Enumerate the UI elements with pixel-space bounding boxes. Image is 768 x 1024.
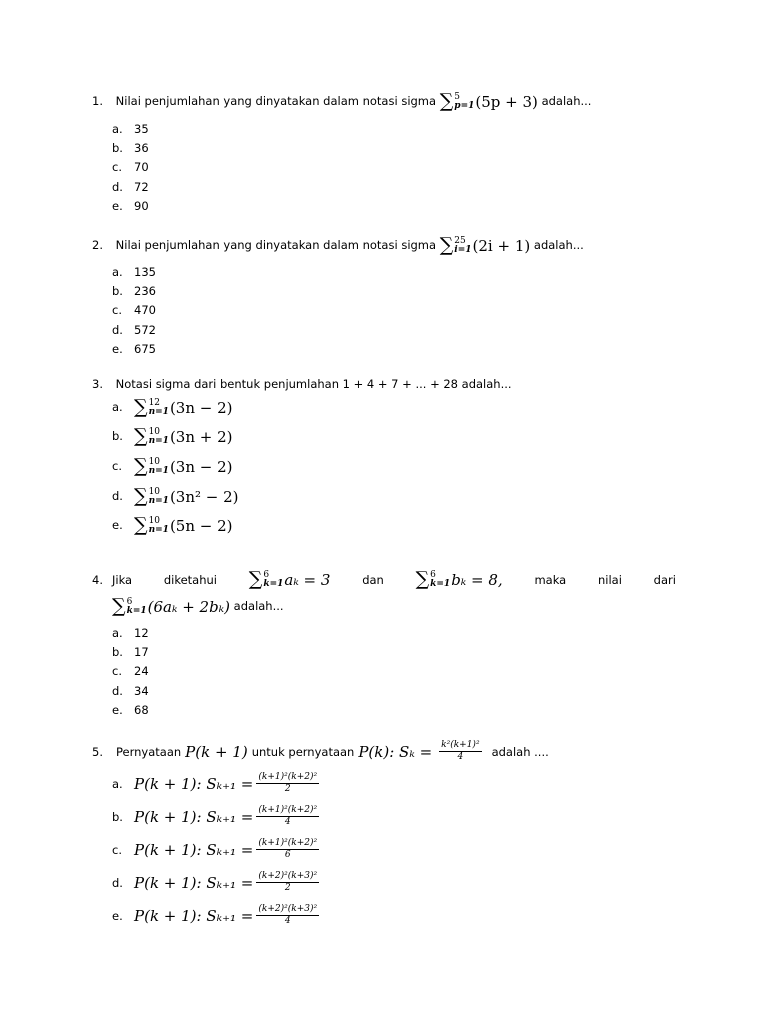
option-2a: a. 135 [112, 265, 156, 279]
question-number: 3. [92, 377, 103, 391]
option-5e: e. P(k + 1): Sₖ₊₁ = $\frac{\text{(k+2)²(k+3)²}}{4}$ [112, 904, 318, 926]
question-number: 4. [92, 572, 103, 587]
option-3e: e. ∑ 10 n=1 (5n − 2) [112, 514, 233, 536]
option-2d: d. 572 [112, 323, 156, 337]
option-5b: b. P(k + 1): Sₖ₊₁ = $\frac{\text{(k+1)²(k+2)²}}{4}$ [112, 805, 318, 827]
option-1b: b. 36 [112, 141, 149, 155]
option-3a: a. ∑ 12 n=1 (3n − 2) [112, 396, 233, 418]
sigma-expression-b: ∑ 6 k=1 bₖ = 8, [415, 568, 503, 590]
question-word-diketahui: diketahui [163, 572, 217, 587]
question-word-jika: Jika [112, 572, 133, 587]
question-3 [92, 377, 512, 391]
question-word-maka: maka [534, 572, 567, 587]
option-3d: d. ∑ 10 n=1 (3n² − 2) [112, 485, 239, 507]
sigma-expression-a: ∑ 6 k=1 aₖ = 3 [248, 568, 331, 590]
question-text: Nilai penjumlahan yang dinyatakan dalam notasi sigma [115, 94, 437, 108]
option-1a: a. 35 [112, 122, 149, 136]
question-4-continued [112, 597, 284, 616]
question-word-nilai: nilai [597, 572, 622, 587]
question-suffix: adalah .... [491, 744, 549, 759]
option-5c: c. P(k + 1): Sₖ₊₁ = $\frac{\text{(k+1)²(k+2)²}}{6}$ [112, 838, 318, 860]
question-number: 1. [92, 94, 103, 108]
math-expression: P(k): Sₖ = [358, 742, 433, 761]
option-5a: a. P(k + 1): Sₖ₊₁ = $\frac{\text{(k+1)²(k+2)²}}{2}$ [112, 772, 318, 794]
option-2c: c. 470 [112, 303, 156, 317]
option-4e: e. 68 [112, 703, 149, 717]
question-4 [92, 570, 676, 589]
question-number: 5. [92, 744, 103, 759]
sigma-expression: ∑ 5 p=1 (5p + 3) [439, 90, 538, 112]
question-suffix: adalah... [233, 599, 284, 613]
question-word-dari: dari [653, 572, 676, 587]
question-word: Pernyataan [116, 744, 182, 759]
sigma-expression: ∑ 25 i=1 (2i + 1) [439, 234, 531, 256]
question-5 [92, 741, 549, 762]
question-text: Nilai penjumlahan yang dinyatakan dalam notasi sigma [115, 238, 437, 252]
question-word: untuk pernyataan [251, 744, 355, 759]
question-word-dan: dan [362, 572, 384, 587]
option-3c: c. ∑ 10 n=1 (3n − 2) [112, 455, 233, 477]
option-1c: c. 70 [112, 160, 149, 174]
question-suffix: adalah... [533, 238, 584, 252]
sigma-body: (5p + 3) [475, 92, 538, 111]
question-2 [92, 236, 584, 255]
question-1 [92, 92, 591, 111]
option-3b: b. ∑ 10 n=1 (3n + 2) [112, 425, 233, 447]
question-suffix: adalah... [541, 94, 592, 108]
option-5d: d. P(k + 1): Sₖ₊₁ = $\frac{\text{(k+2)²(k+3)²}}{2}$ [112, 871, 318, 893]
math-expression: P(k + 1) [185, 742, 248, 761]
sigma-upper: 5 [454, 91, 461, 102]
option-1e: e. 90 [112, 199, 149, 213]
option-4c: c. 24 [112, 664, 149, 678]
fraction: $\frac{\text{k²(k+1)²}}{4}$ [441, 740, 480, 762]
option-2e: e. 675 [112, 342, 156, 356]
option-4a: a. 12 [112, 626, 149, 640]
option-2b: b. 236 [112, 284, 156, 298]
option-4b: b. 17 [112, 645, 149, 659]
sigma-expression-c: ∑ 6 k=1 (6aₖ + 2bₖ) [112, 595, 231, 617]
option-4d: d. 34 [112, 684, 149, 698]
sigma-lower: p=1 [454, 100, 475, 111]
question-text: Notasi sigma dari bentuk penjumlahan 1 + 4 + 7 + ... + 28 adalah... [115, 377, 512, 391]
question-number: 2. [92, 238, 103, 252]
option-1d: d. 72 [112, 180, 149, 194]
